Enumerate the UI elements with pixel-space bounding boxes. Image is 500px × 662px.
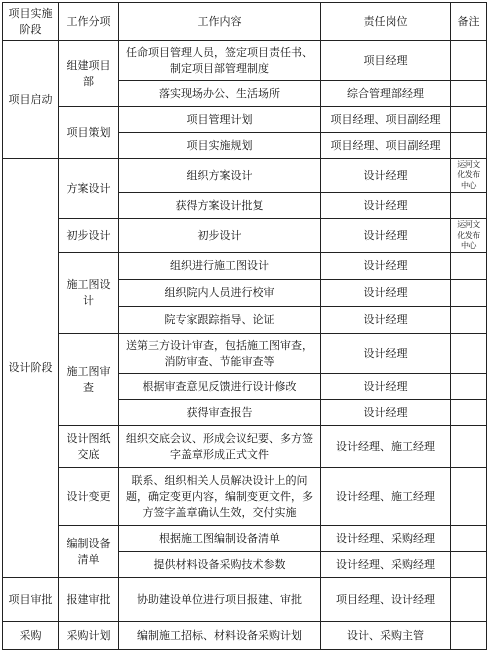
task-note xyxy=(451,81,487,107)
task-role: 项目经理、设计经理 xyxy=(321,578,451,622)
table-row xyxy=(3,526,487,552)
table-row xyxy=(3,578,487,622)
phase-procurement: 采购 xyxy=(3,622,59,650)
task-note: 运河文化发布中心 xyxy=(451,159,487,193)
header-content: 工作内容 xyxy=(119,3,321,41)
header-note: 备注 xyxy=(451,3,487,41)
task-note xyxy=(451,41,487,81)
task-content: 初步设计 xyxy=(119,219,321,253)
table-row xyxy=(3,622,487,650)
task-role: 设计经理、施工经理 xyxy=(321,468,451,526)
task-role: 设计经理 xyxy=(321,159,451,193)
table-row xyxy=(3,253,487,280)
header-phase: 项目实施阶段 xyxy=(3,3,59,41)
task-role: 设计经理 xyxy=(321,253,451,280)
task-note xyxy=(451,552,487,578)
task-note xyxy=(451,468,487,526)
task-content: 任命项目管理人员，签定项目责任书、制定项目部管理制度 xyxy=(119,41,321,81)
table-row xyxy=(3,41,487,81)
task-content: 院专家跟踪指导、论证 xyxy=(119,307,321,334)
category-preliminary: 初步设计 xyxy=(59,219,119,253)
task-role: 设计经理 xyxy=(321,193,451,219)
table-row xyxy=(3,107,487,133)
header-row xyxy=(3,3,487,41)
task-note xyxy=(451,334,487,374)
category-construction-drawing: 施工图设计 xyxy=(59,253,119,334)
task-role: 设计经理 xyxy=(321,400,451,426)
task-content: 组织院内人员进行校审 xyxy=(119,280,321,307)
task-content: 项目实施规划 xyxy=(119,133,321,159)
task-note xyxy=(451,400,487,426)
task-role: 项目经理、项目副经理 xyxy=(321,107,451,133)
table-row xyxy=(3,426,487,468)
phase-startup: 项目启动 xyxy=(3,41,59,159)
task-content: 协助建设单位进行项目报建、审批 xyxy=(119,578,321,622)
task-role: 设计经理 xyxy=(321,374,451,400)
task-note xyxy=(451,107,487,133)
task-role: 项目经理、项目副经理 xyxy=(321,133,451,159)
task-role: 设计经理 xyxy=(321,219,451,253)
table-row xyxy=(3,334,487,374)
task-role: 设计经理 xyxy=(321,280,451,307)
category-report: 报建审批 xyxy=(59,578,119,622)
task-note xyxy=(451,526,487,552)
task-role: 设计经理 xyxy=(321,334,451,374)
task-content: 根据施工图编制设备清单 xyxy=(119,526,321,552)
task-content: 组织方案设计 xyxy=(119,159,321,193)
task-content: 编制施工招标、材料设备采购计划 xyxy=(119,622,321,650)
phase-design: 设计阶段 xyxy=(3,159,59,578)
task-content: 送第三方设计审查，包括施工图审查，消防审查、节能审查等 xyxy=(119,334,321,374)
task-content: 获得方案设计批复 xyxy=(119,193,321,219)
category-team: 组建项目部 xyxy=(59,41,119,107)
category-purchase-plan: 采购计划 xyxy=(59,622,119,650)
task-role: 项目经理 xyxy=(321,41,451,81)
task-content: 根据审查意见反馈进行设计修改 xyxy=(119,374,321,400)
work-breakdown-table xyxy=(2,2,487,650)
task-note xyxy=(451,307,487,334)
task-note xyxy=(451,280,487,307)
task-note: 运河文化发布中心 xyxy=(451,219,487,253)
task-note xyxy=(451,253,487,280)
table-row xyxy=(3,468,487,526)
task-role: 设计、采购主管 xyxy=(321,622,451,650)
task-content: 获得审查报告 xyxy=(119,400,321,426)
header-category: 工作分项 xyxy=(59,3,119,41)
task-note xyxy=(451,193,487,219)
task-role: 综合管理部经理 xyxy=(321,81,451,107)
header-role: 责任岗位 xyxy=(321,3,451,41)
category-change: 设计变更 xyxy=(59,468,119,526)
table-row xyxy=(3,159,487,193)
task-role: 设计经理、采购经理 xyxy=(321,526,451,552)
category-drawing-review: 施工图审查 xyxy=(59,334,119,426)
table-row xyxy=(3,219,487,253)
category-equipment-list: 编制设备清单 xyxy=(59,526,119,578)
phase-approval: 项目审批 xyxy=(3,578,59,622)
task-content: 落实现场办公、生活场所 xyxy=(119,81,321,107)
task-note xyxy=(451,426,487,468)
task-content: 项目管理计划 xyxy=(119,107,321,133)
task-role: 设计经理、采购经理 xyxy=(321,552,451,578)
task-note xyxy=(451,622,487,650)
category-scheme: 方案设计 xyxy=(59,159,119,219)
category-planning: 项目策划 xyxy=(59,107,119,159)
task-content: 联系、组织相关人员解决设计上的问题，确定变更内容，编制变更文件，多方签字盖章确认生效，交付实施 xyxy=(119,468,321,526)
task-content: 提供材料设备采购技术参数 xyxy=(119,552,321,578)
category-disclosure: 设计图纸交底 xyxy=(59,426,119,468)
task-note xyxy=(451,374,487,400)
task-role: 设计经理、施工经理 xyxy=(321,426,451,468)
task-note xyxy=(451,133,487,159)
task-role: 设计经理 xyxy=(321,307,451,334)
task-content: 组织交底会议、形成会议纪要、多方签字盖章形成正式文件 xyxy=(119,426,321,468)
task-note xyxy=(451,578,487,622)
task-content: 组织进行施工图设计 xyxy=(119,253,321,280)
